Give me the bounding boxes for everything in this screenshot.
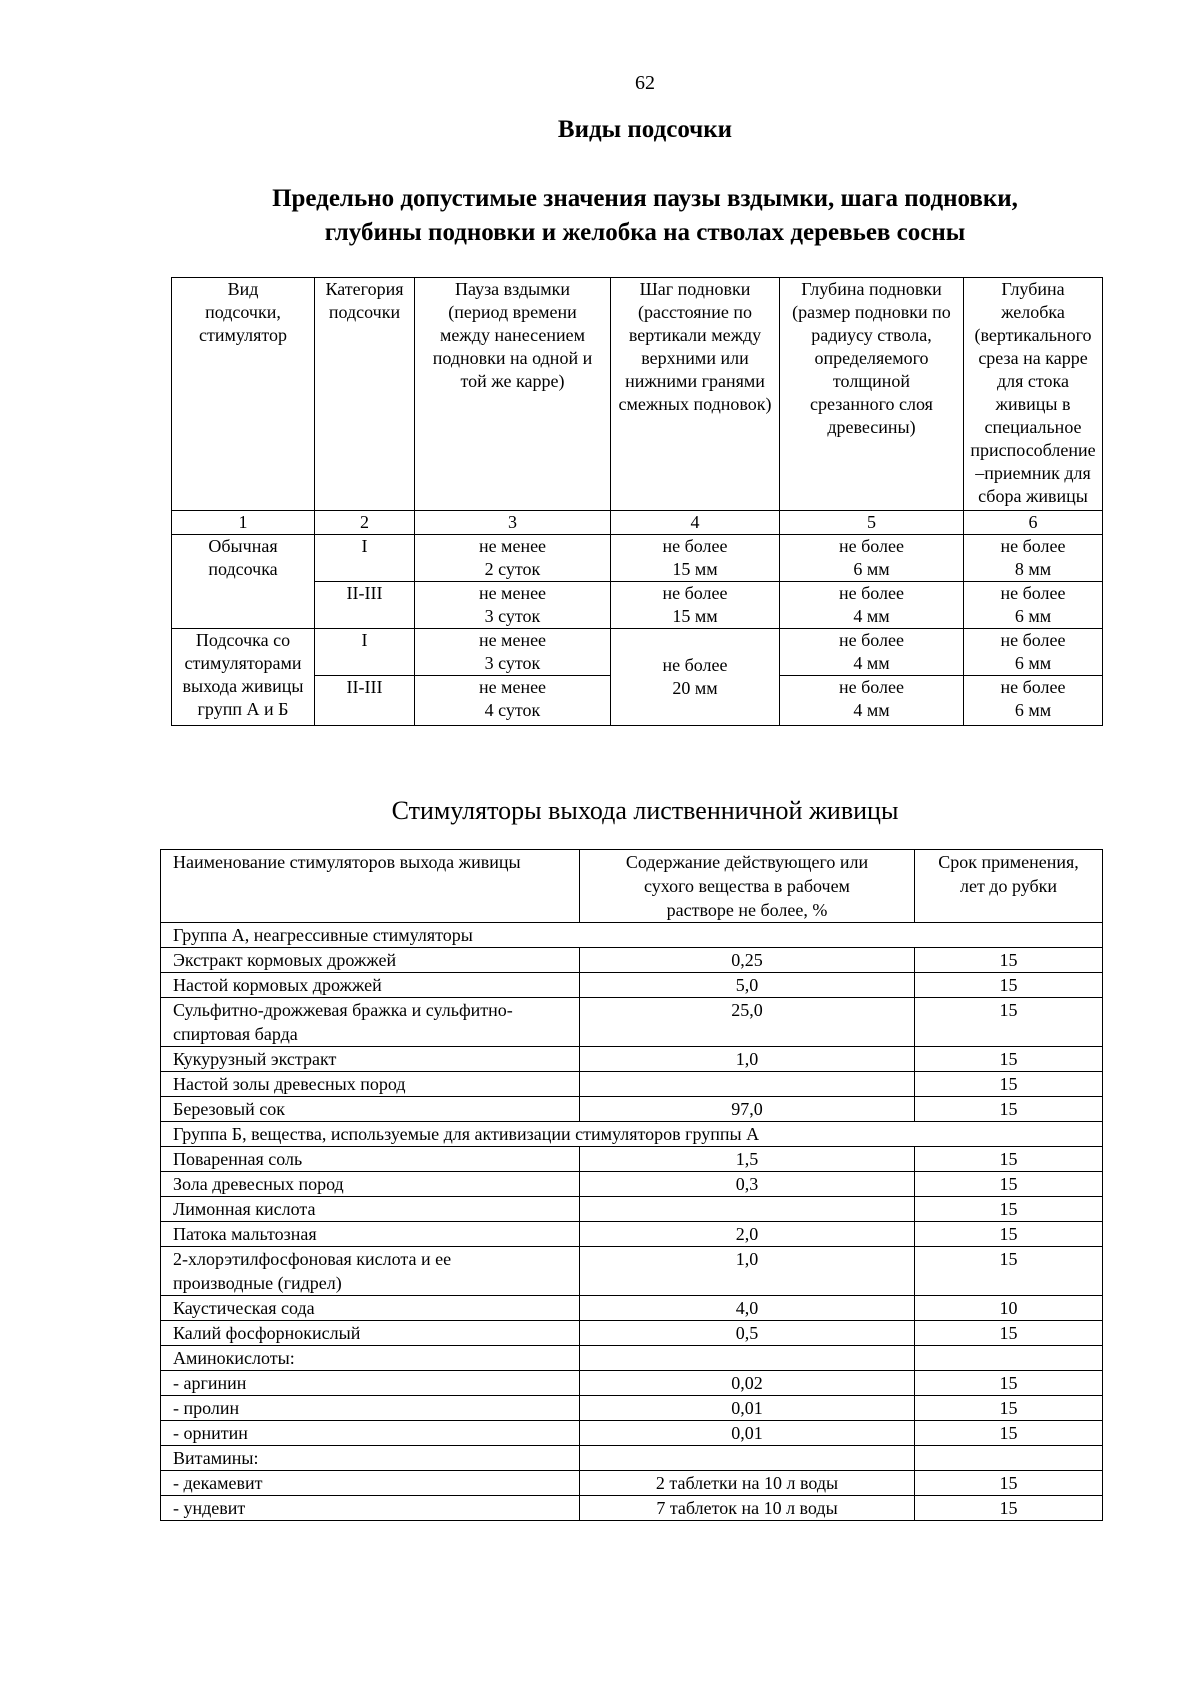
- stimulator-name: Калий фосфорнокислый: [161, 1321, 580, 1346]
- pause-cell: [415, 629, 611, 676]
- table-row: [161, 1296, 1103, 1321]
- text-line: приспособление: [970, 440, 1096, 460]
- content-value: [580, 1346, 915, 1371]
- text-line: верхними или: [641, 348, 749, 368]
- term-value: 15: [915, 1247, 1103, 1296]
- text-line: 4 суток: [484, 700, 541, 720]
- stimulators-table: [160, 849, 1103, 1521]
- term-value: 15: [915, 1222, 1103, 1247]
- content-value: 0,3: [580, 1172, 915, 1197]
- tapping-limits-table: [171, 277, 1103, 726]
- text-line: толщиной: [832, 371, 911, 391]
- header-cell-content: [580, 850, 915, 923]
- text-line: срезанного слоя: [810, 394, 933, 414]
- header-cell: [415, 278, 611, 511]
- text-line: 8 мм: [1014, 559, 1052, 579]
- stimulator-name: Кукурузный экстракт: [161, 1047, 580, 1072]
- term-value: 15: [915, 973, 1103, 998]
- term-value: 15: [915, 1147, 1103, 1172]
- content-value: 1,0: [580, 1047, 915, 1072]
- content-value: 1,5: [580, 1147, 915, 1172]
- term-value: 15: [915, 998, 1103, 1047]
- content-value: 7 таблеток на 10 л воды: [580, 1496, 915, 1521]
- term-value: 10: [915, 1296, 1103, 1321]
- text-line: желобка: [1001, 302, 1065, 322]
- stimulator-name: - аргинин: [161, 1371, 580, 1396]
- table-row: [161, 1346, 1103, 1371]
- text-line: той же карре): [460, 371, 565, 391]
- pause-cell: [415, 582, 611, 629]
- table-row: [161, 1396, 1103, 1421]
- header-cell-name: Наименование стимуляторов выхода живицы: [161, 850, 580, 923]
- text-line: Вид: [227, 279, 259, 299]
- text-line: не более: [838, 677, 904, 697]
- stimulator-name: Березовый сок: [161, 1097, 580, 1122]
- header-cell: [315, 278, 415, 511]
- text-line: определяемого: [814, 348, 929, 368]
- stimulator-name: Экстракт кормовых дрожжей: [161, 948, 580, 973]
- table-row: [172, 629, 1103, 676]
- tapping-limits-title: [170, 182, 1120, 250]
- table-header-row: [172, 278, 1103, 511]
- text-line: не более: [1000, 536, 1066, 556]
- column-number: 1: [172, 511, 315, 535]
- group-label: Группа А, неагрессивные стимуляторы: [161, 923, 1103, 948]
- tapping-type-cell: [172, 535, 315, 629]
- text-line: лет до рубки: [959, 876, 1058, 896]
- pause-cell: [415, 535, 611, 582]
- groove-cell: [964, 629, 1103, 676]
- depth-cell: [780, 535, 964, 582]
- depth-cell: [780, 676, 964, 726]
- text-line: не менее: [478, 677, 547, 697]
- text-line: живицы в: [995, 394, 1071, 414]
- table-row: [161, 1471, 1103, 1496]
- term-value: 15: [915, 1396, 1103, 1421]
- depth-cell: [780, 629, 964, 676]
- stimulator-name: [161, 1247, 580, 1296]
- text-line: Пауза вздымки: [455, 279, 570, 299]
- page-number: 62: [635, 72, 655, 94]
- text-line: сбора живицы: [978, 486, 1088, 506]
- content-value: 0,25: [580, 948, 915, 973]
- table-row: [161, 1446, 1103, 1471]
- stimulator-name: Аминокислоты:: [161, 1346, 580, 1371]
- table-row: [161, 1047, 1103, 1072]
- text-line: подновки на одной и: [432, 348, 593, 368]
- text-line: спиртовая барда: [173, 1024, 298, 1044]
- text-line: 6 мм: [1014, 606, 1052, 626]
- text-line: 4 мм: [853, 606, 890, 626]
- table-row: [161, 948, 1103, 973]
- content-value: 0,01: [580, 1396, 915, 1421]
- table-row: [161, 1197, 1103, 1222]
- text-line: не более: [838, 536, 904, 556]
- text-line: не более: [838, 583, 904, 603]
- text-line: не более: [1000, 630, 1066, 650]
- content-value: 5,0: [580, 973, 915, 998]
- text-line: 3 суток: [484, 606, 541, 626]
- term-value: 15: [915, 1421, 1103, 1446]
- text-line: древесины): [827, 417, 916, 437]
- category-cell: II-III: [315, 676, 415, 726]
- text-line: для стока: [997, 371, 1069, 391]
- term-value: 15: [915, 1072, 1103, 1097]
- text-line: сухого вещества в рабочем: [644, 876, 850, 896]
- text-line: стимулятор: [199, 325, 287, 345]
- term-value: 15: [915, 1471, 1103, 1496]
- text-line: не более: [1000, 583, 1066, 603]
- stimulator-name: Настой кормовых дрожжей: [161, 973, 580, 998]
- groove-cell: [964, 535, 1103, 582]
- column-number: 3: [415, 511, 611, 535]
- text-line: 20 мм: [672, 678, 718, 698]
- text-line: вертикали между: [628, 325, 762, 345]
- table-row: [161, 1321, 1103, 1346]
- text-line: Обычная: [208, 536, 278, 556]
- table-row: [161, 1496, 1103, 1521]
- text-line: подсочки,: [205, 302, 281, 322]
- stimulators-body: [161, 923, 1103, 1521]
- column-number: 6: [964, 511, 1103, 535]
- stimulator-name: Каустическая сода: [161, 1296, 580, 1321]
- term-value: 15: [915, 1097, 1103, 1122]
- table-row: [172, 535, 1103, 582]
- group-label: Группа Б, вещества, используемые для активизации стимуляторов группы А: [161, 1122, 1103, 1147]
- content-value: [580, 1197, 915, 1222]
- stimulator-name: Лимонная кислота: [161, 1197, 580, 1222]
- table-row: [161, 1247, 1103, 1296]
- title-line: глубины подновки и желобка на стволах деревьев сосны: [324, 219, 966, 246]
- table-row: [161, 998, 1103, 1047]
- text-line: стимуляторами: [184, 653, 302, 673]
- text-line: 4 мм: [853, 700, 890, 720]
- step-cell: [611, 582, 780, 629]
- text-line: между нанесением: [439, 325, 585, 345]
- text-line: 15 мм: [672, 559, 718, 579]
- text-line: 4 мм: [853, 653, 890, 673]
- term-value: 15: [915, 1172, 1103, 1197]
- table-row: [161, 1097, 1103, 1122]
- text-line: –приемник для: [975, 463, 1091, 483]
- header-cell: [611, 278, 780, 511]
- term-value: 15: [915, 1371, 1103, 1396]
- pause-cell: [415, 676, 611, 726]
- stimulator-name: - пролин: [161, 1396, 580, 1421]
- text-line: специальное: [984, 417, 1082, 437]
- text-line: Содержание действующего или: [625, 852, 869, 872]
- term-value: 15: [915, 1496, 1103, 1521]
- text-line: не более: [1000, 677, 1066, 697]
- text-line: Подсочка со: [195, 630, 291, 650]
- text-line: Категория: [325, 279, 404, 299]
- table-row: [161, 973, 1103, 998]
- stimulator-name: Зола древесных пород: [161, 1172, 580, 1197]
- term-value: 15: [915, 948, 1103, 973]
- stimulator-name: Патока мальтозная: [161, 1222, 580, 1247]
- text-line: групп А и Б: [197, 699, 289, 719]
- stimulator-name: Поваренная соль: [161, 1147, 580, 1172]
- text-line: 3 суток: [484, 653, 541, 673]
- text-line: Срок применения,: [938, 852, 1079, 872]
- text-line: подсочка: [208, 559, 278, 579]
- text-line: 2-хлорэтилфосфоновая кислота и ее: [173, 1249, 452, 1269]
- text-line: (вертикального: [974, 325, 1092, 345]
- stimulator-name: Настой золы древесных пород: [161, 1072, 580, 1097]
- header-cell: [172, 278, 315, 511]
- content-value: 97,0: [580, 1097, 915, 1122]
- step-cell: [611, 535, 780, 582]
- text-line: выхода живицы: [182, 676, 304, 696]
- text-line: 6 мм: [1014, 700, 1052, 720]
- text-line: не более: [838, 630, 904, 650]
- column-number: 5: [780, 511, 964, 535]
- term-value: 15: [915, 1197, 1103, 1222]
- text-line: Шаг подновки: [639, 279, 751, 299]
- term-value: [915, 1446, 1103, 1471]
- header-cell: [780, 278, 964, 511]
- page-heading: Виды подсочки: [557, 116, 733, 143]
- text-line: производные (гидрел): [173, 1273, 342, 1293]
- term-value: 15: [915, 1321, 1103, 1346]
- text-line: (размер подновки по: [792, 302, 951, 322]
- stimulator-name: Витамины:: [161, 1446, 580, 1471]
- text-line: среза на карре: [978, 348, 1088, 368]
- groove-cell: [964, 582, 1103, 629]
- text-line: нижними гранями: [625, 371, 765, 391]
- group-row: [161, 1122, 1103, 1147]
- table-row: [161, 1421, 1103, 1446]
- stimulator-name: [161, 998, 580, 1047]
- text-line: не более: [662, 536, 728, 556]
- column-number: 4: [611, 511, 780, 535]
- category-cell: II-III: [315, 582, 415, 629]
- groove-cell: [964, 676, 1103, 726]
- text-line: смежных подновок): [618, 394, 772, 414]
- content-value: 0,01: [580, 1421, 915, 1446]
- category-cell: I: [315, 535, 415, 582]
- table-row: [161, 1072, 1103, 1097]
- table-row: [161, 1222, 1103, 1247]
- header-cell-term: [915, 850, 1103, 923]
- term-value: 15: [915, 1047, 1103, 1072]
- text-line: (период времени: [448, 302, 577, 322]
- stimulators-title: Стимуляторы выхода лиственничной живицы: [391, 796, 899, 825]
- content-value: 4,0: [580, 1296, 915, 1321]
- group-row: [161, 923, 1103, 948]
- depth-cell: [780, 582, 964, 629]
- content-value: 0,5: [580, 1321, 915, 1346]
- table-row: [161, 1147, 1103, 1172]
- content-value: 0,02: [580, 1371, 915, 1396]
- text-line: подсочки: [328, 302, 401, 322]
- text-line: не менее: [478, 630, 547, 650]
- text-line: 15 мм: [672, 606, 718, 626]
- text-line: не менее: [478, 583, 547, 603]
- term-value: [915, 1346, 1103, 1371]
- header-cell: [964, 278, 1103, 511]
- text-line: 6 мм: [1014, 653, 1052, 673]
- content-value: 25,0: [580, 998, 915, 1047]
- text-line: Глубина: [1001, 279, 1065, 299]
- text-line: не более: [662, 655, 728, 675]
- text-line: не более: [662, 583, 728, 603]
- step-cell: [611, 629, 780, 726]
- table-row: [161, 1172, 1103, 1197]
- text-line: растворе не более, %: [666, 900, 828, 920]
- column-number-row: [172, 511, 1103, 535]
- content-value: [580, 1072, 915, 1097]
- content-value: 1,0: [580, 1247, 915, 1296]
- text-line: Глубина подновки: [801, 279, 942, 299]
- stimulator-name: - декамевит: [161, 1471, 580, 1496]
- text-line: 2 суток: [484, 559, 541, 579]
- content-value: [580, 1446, 915, 1471]
- stimulator-name: - ундевит: [161, 1496, 580, 1521]
- stimulator-name: - орнитин: [161, 1421, 580, 1446]
- column-number: 2: [315, 511, 415, 535]
- text-line: радиусу ствола,: [811, 325, 932, 345]
- category-cell: I: [315, 629, 415, 676]
- text-line: не менее: [478, 536, 547, 556]
- table-row: [161, 1371, 1103, 1396]
- text-line: (расстояние по: [638, 302, 752, 322]
- content-value: 2,0: [580, 1222, 915, 1247]
- table-header-row: [161, 850, 1103, 923]
- text-line: 6 мм: [853, 559, 890, 579]
- tapping-type-cell: [172, 629, 315, 726]
- content-value: 2 таблетки на 10 л воды: [580, 1471, 915, 1496]
- text-line: Сульфитно-дрожжевая бражка и сульфитно-: [173, 1000, 513, 1020]
- title-line: Предельно допустимые значения паузы вздымки, шага подновки,: [272, 185, 1018, 212]
